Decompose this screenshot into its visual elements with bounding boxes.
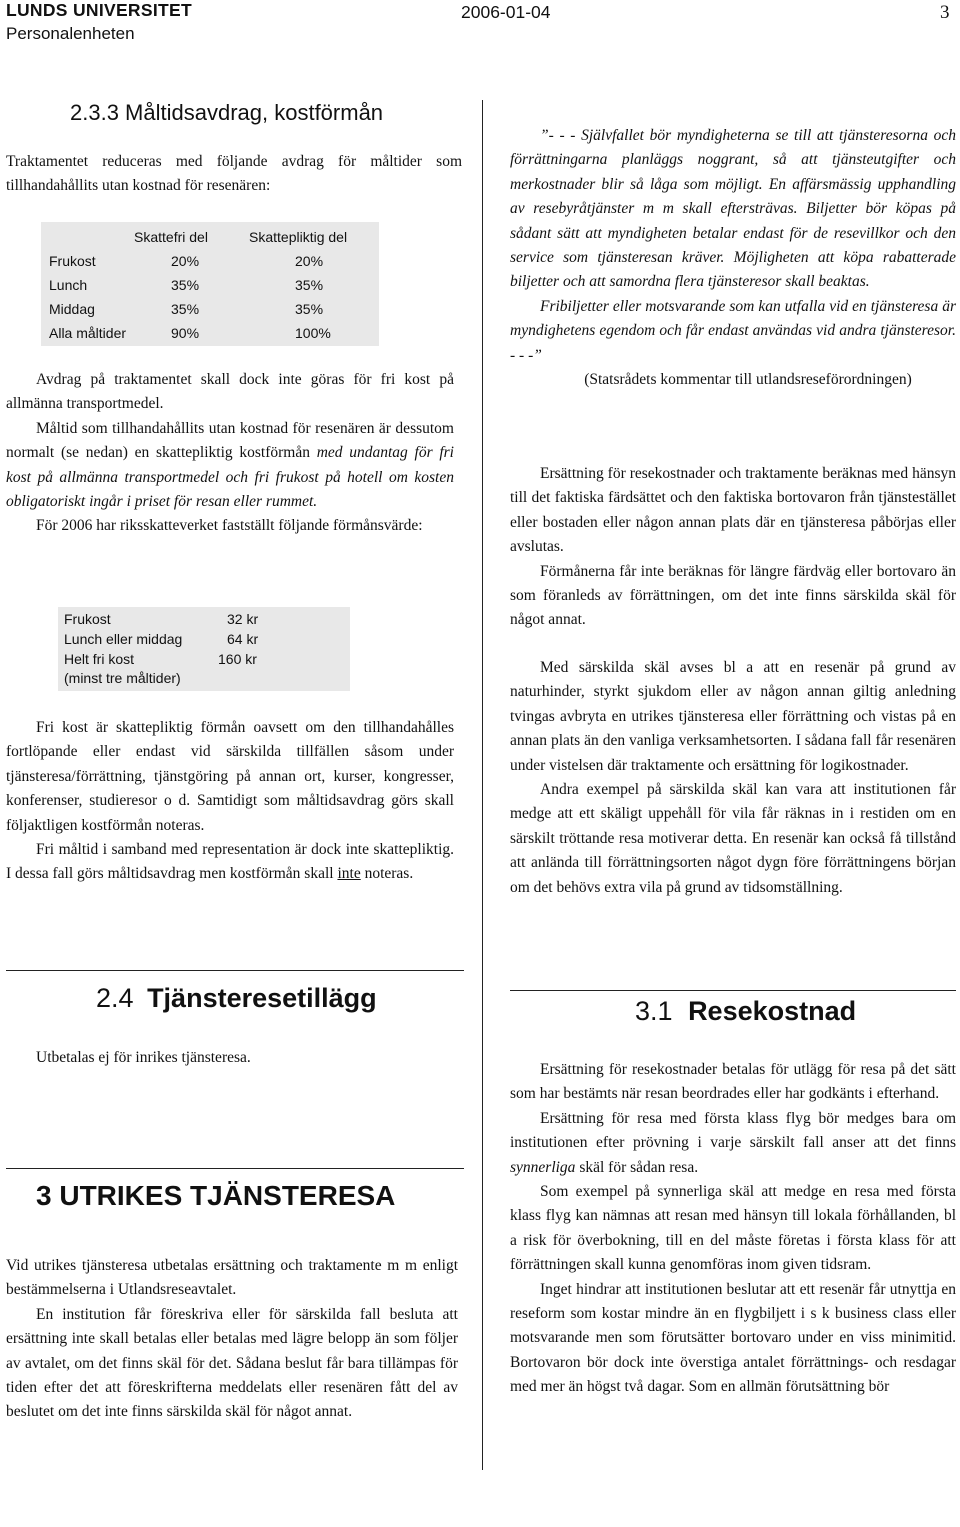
section-3-title: 3 UTRIKES TJÄNSTERESA (36, 1180, 396, 1211)
paragraph-sarskilda: Med särskilda skäl avses bl a att en resenär på grund av naturhinder, styrkt sjukdom eller av någon annan giltig anledning tvingas avbryta en utrikes tjänsteresa eller förrättning och vistas på en annan plats än den vanliga verksamhetsorten. I sådana fall får resenären under vistelsen där traktamente och ersättning för logikostnader. (510, 659, 956, 774)
row-free: 35% (171, 301, 200, 317)
paragraph-2006: För 2006 har riksskatteverket fastställt följande förmånsvärde: (36, 517, 423, 535)
benefit-value: 160 kr (218, 651, 257, 667)
section-3-1-paragraph-2-text: Ersättning för resa med första klass flyg bör medges bara om institutionen efter prövning i varje särskilt fall anser att det finns (510, 1109, 956, 1152)
intro-paragraph: Traktamentet reduceras med följande avdrag för måltider som tillhandahållits utan kostnad för resenären: (6, 153, 462, 195)
row-label: Lunch (49, 277, 88, 293)
section-3-1-paragraph-4: Inget hindrar att institutionen beslutar att ett resenär får utnyttja en reseform som kostar mindre än en flygbiljett i s k business class eller motsvarande men som förutsätter bortovaro under en viss minimitid. Bortovaron bör dock inte överstiga antalet förrättnings- och resdagar med mer än högst två dagar. Som en allmän förutsättning bör (510, 1280, 956, 1396)
benefit-label: Frukost (64, 611, 111, 627)
header-tax-free: Skattefri del (134, 229, 208, 245)
deduction-table-content (41, 222, 379, 346)
benefit-label: Lunch eller middag (64, 631, 183, 647)
benefit-value: 64 kr (227, 631, 259, 647)
row-label: Middag (49, 301, 95, 317)
row-free: 20% (171, 253, 200, 269)
paragraph-maltid (6, 417, 454, 515)
row-taxable: 100% (295, 325, 331, 341)
section-3-1-title: Resekostnad (688, 996, 857, 1026)
section-rule (510, 990, 956, 991)
section-3-1-heading (635, 996, 856, 1027)
section-2-4-text (36, 1046, 456, 1070)
section-3-1-paragraph-2-end: skäl för sådan resa. (575, 1158, 699, 1176)
section-2-4-paragraph: Utbetalas ej för inrikes tjänsteresa. (36, 1049, 251, 1066)
section-2-4-title: Tjänsteresetillägg (147, 983, 377, 1013)
column-divider (482, 100, 483, 1470)
section-2-4-number: 2.4 (96, 983, 134, 1013)
section-3-1-body (510, 1058, 956, 1400)
paragraph-frimaltid-text: Fri måltid i samband med representation är dock inte skattepliktig. I dessa fall görs måltidsavdrag men kostförmån skall (6, 841, 454, 883)
row-taxable: 35% (295, 277, 324, 293)
paragraph-formaner: Förmånerna får inte beräknas för längre färdväg eller bortovaro än som föranleds av förrättningen, om det inte finns särskilda skäl för något annat. (510, 562, 956, 629)
section-rule (6, 1168, 464, 1169)
quote-paragraph-1 (510, 124, 956, 295)
row-taxable: 35% (295, 301, 324, 317)
benefit-value: 32 kr (227, 611, 259, 627)
section-3-1-paragraph-3: Som exempel på synnerliga skäl att medge en resa med första klass flyg kan nämnas att resan med hänsyn till lokala förhållanden, bl a risk för överbokning, till en del måste företas i första klass för att förrättningen skall kunna genomföras inom given tidsram. (510, 1183, 956, 1274)
section-2-3-3-intro (6, 150, 462, 199)
paragraph-ersattning: Ersättning för resekostnader och traktamente beräknas med hänsyn till det faktiska färdsättet och den faktiska bortovaron från tjänstestället eller bostaden eller någon annan plats där en tjänsteresa påbörjas eller avslutas. (510, 465, 956, 556)
quote-paragraph-1-text: ”- - - Självfallet bör myndigheterna se till att tjänsteresorna och förrättningarna planläggs noggrant, så att tjänsteutgifter och merkostnader blir så låga som möjligt. En affärsmässig upphandling av resebyråtjänster m m skall eftersträvas. Biljetter bör köpas på sådant sätt att myndigheten betalar endast för de resevillkor och den service som tjänsteresan kräver. Möjligheten att köpa rabatterade biljetter och att samordna flera tjänsteresor skall beaktas. (510, 127, 956, 291)
section-3-paragraph-1: Vid utrikes tjänsteresa utbetalas ersättning och traktamente m m enligt bestämmelserna i Utlandsreseavtalet. (6, 1257, 458, 1299)
paragraph-andra: Andra exempel på särskilda skäl kan vara att institutionen får medge att ett skäligt uppehåll för vila får räknas in i restiden om en särskilt tröttande resa motiverar detta. En resenär kan också få tillstånd att anlända till förrättningsorten något dygn före förrättningens början om det behövs extra vila på grund av tidsomställning. (510, 781, 956, 896)
page-number: 3 (940, 2, 950, 23)
quote-block (510, 124, 956, 392)
row-free: 35% (171, 277, 200, 293)
section-3-body (6, 1254, 458, 1425)
section-3-1-paragraph-2 (510, 1107, 956, 1180)
benefit-label: Helt fri kost (64, 651, 135, 667)
right-body-1 (510, 462, 956, 633)
section-3-1-paragraph-2-italic: synnerliga (510, 1158, 576, 1176)
paragraph-avdrag: Avdrag på traktamentet skall dock inte göras för fri kost på allmänna transportmedel. (6, 371, 454, 413)
header-taxable: Skattepliktig del (249, 229, 348, 245)
paragraph-maltid-text: Måltid som tillhandahållits utan kostnad för resenären är dessutom normalt (se nedan) en skattepliktig kostförmån (6, 419, 454, 462)
left-body-2 (6, 716, 454, 887)
benefit-label: (minst tre måltider) (64, 670, 181, 686)
row-taxable: 20% (295, 253, 324, 269)
paragraph-maltid-italic: med undantag för fri kost på allmänna transportmedel och fri frukost på hotell om kosten obligatoriskt ingår i priset för resan eller rummet. (6, 444, 454, 511)
department-name: Personalenheten (6, 24, 135, 43)
paragraph-frikost: Fri kost är skattepliktig förmån oavsett om den tillhandahålles fortlöpande eller endast vid särskilda tillfällen såsom under tjänsteresa/förrättning, tjänstgöring på annan ort, kurser, kongresser, konferenser, studieresor o d. Samtidigt som måltidsavdrag görs skall följaktligen kostförmån noteras. (6, 719, 454, 834)
row-free: 90% (171, 325, 200, 341)
quote-paragraph-2-text: Fribiljetter eller motsvarande som kan utfalla vid en tjänsteresa är myndighetens egendom och får endast användas vid andra tjänsteresor. - - -” (510, 297, 956, 364)
paragraph-frimaltid-end: noteras. (360, 865, 414, 883)
right-body-2 (510, 656, 956, 900)
paragraph-frimaltid (6, 838, 454, 887)
benefit-table-content (58, 607, 350, 691)
row-label: Alla måltider (49, 325, 127, 341)
section-2-4-heading (96, 983, 377, 1014)
quote-source: (Statsrådets kommentar till utlandsreseförordningen) (584, 371, 912, 389)
section-3-1-number: 3.1 (635, 996, 673, 1026)
section-3-paragraph-2: En institution får föreskriva eller för särskilda fall besluta att ersättning inte skall betalas eller betalas med lägre belopp än som följer av avtalet, om det finns skäl för det. Sådana beslut får bara tillämpas för tiden efter det att föreskrifterna meddelats eller resenären fått del av beslutet om det inte finns särskilda skäl för något annat. (6, 1305, 458, 1421)
left-body-1 (6, 368, 454, 539)
section-2-3-3-title: 2.3.3 Måltidsavdrag, kostförmån (70, 100, 384, 125)
university-name: LUNDS UNIVERSITET (6, 0, 192, 20)
section-3-1-paragraph-1: Ersättning för resekostnader betalas för utlägg för resa på det sätt som har bestämts när resan beordrades eller har godkänts i efterhand. (510, 1061, 956, 1103)
row-label: Frukost (49, 253, 96, 269)
paragraph-frimaltid-underline: inte (337, 865, 361, 883)
section-rule (6, 970, 464, 971)
quote-paragraph-2 (510, 295, 956, 368)
document-date: 2006-01-04 (461, 2, 551, 22)
